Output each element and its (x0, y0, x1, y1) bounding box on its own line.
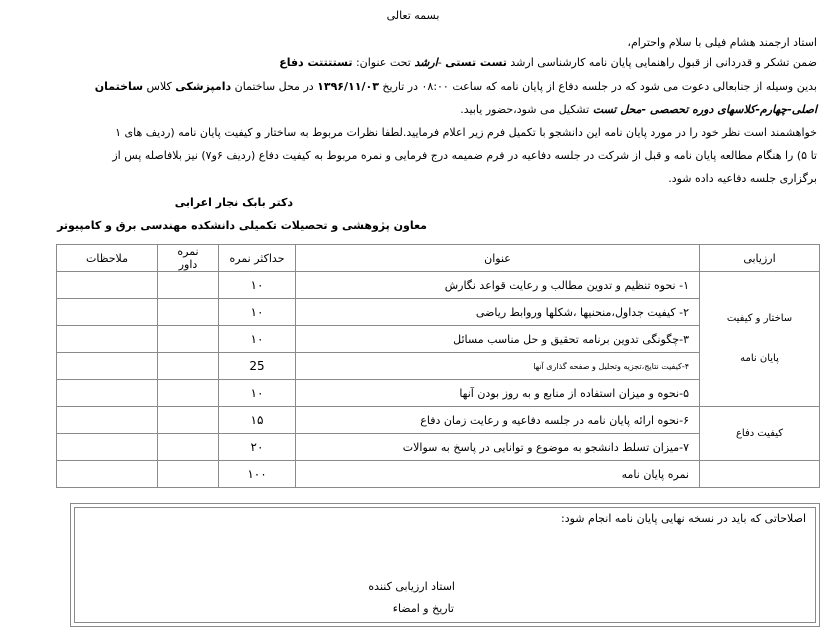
header-referee-score: نمره داور (158, 245, 219, 272)
total-referee-score-cell[interactable] (158, 461, 219, 488)
notes-cell[interactable] (57, 326, 158, 353)
table-row (57, 272, 820, 299)
building-name: دامپزشکی (175, 80, 232, 93)
letter-line-2: بدین وسیله از جنابعالی دعوت می شود که در جلسه دفاع از پایان نامه که ساعت ۰۸:۰۰ در تاریخ ۱۳۹۶/۱۱/۰۳ در محل ساختمان دامپزشکی کلاس ساختمان (94, 80, 817, 93)
row-title: ۲- کیفیت جداول،منحنیها ،شکلها وروابط ریاضی (296, 299, 700, 326)
row-max-score: ۱۰ (219, 299, 296, 326)
table-row (57, 407, 820, 434)
row-title: ۶-نحوه ارائه پایان نامه در جلسه دفاعیه و رعایت زمان دفاع (296, 407, 700, 434)
signatory-name: دکتر بابک نجار اعرابی (174, 196, 293, 209)
header-title: عنوان (296, 245, 700, 272)
student-name: تست تستی (445, 56, 507, 69)
letter-line-3: اصلی-چهارم-کلاسهای دوره تحصصی -محل تست تشکیل می شود،حضور یابید. (460, 103, 817, 116)
row-title: ۳-چگونگی تدوین برنامه تحقیق و حل مناسب مسائل (296, 326, 700, 353)
date-signature-label: تاریخ و امضاء (392, 602, 454, 615)
notes-cell[interactable] (57, 380, 158, 407)
header-notes: ملاحظات (57, 245, 158, 272)
signatory-title: معاون پژوهشی و تحصیلات تکمیلی دانشکده مهندسی برق و کامپیوتر (57, 219, 427, 232)
referee-score-cell[interactable] (158, 272, 219, 299)
row-title: ۷-میزان تسلط دانشجو به موضوع و توانایی در پاسخ به سوالات (296, 434, 700, 461)
row-max-score: ۱۰ (219, 326, 296, 353)
notes-cell[interactable] (57, 353, 158, 380)
letter-line-5: تا ۵) را هنگام مطالعه پایان نامه و قبل از شرکت در جلسه دفاعیه در فرم ضمیمه درج فرمایی و نمره مربوط به کیفیت دفاع (ردیف ۶و۷) نیز بلافاصله پس از (112, 149, 817, 162)
row-title: ۵-نحوه و میزان استفاده از منابع و به روز بودن آنها (296, 380, 700, 407)
referee-score-cell[interactable] (158, 299, 219, 326)
category-structure: ساختار و کیفیت پایان نامه (700, 272, 820, 407)
degree: ارشد (414, 56, 438, 69)
referee-score-cell[interactable] (158, 326, 219, 353)
row-title: ۴-کیفیت نتایج،تجزیه وتحلیل و صفحه گذاری آنها (296, 353, 700, 380)
row-max-score: ۱۵ (219, 407, 296, 434)
notes-cell[interactable] (57, 299, 158, 326)
notes-cell[interactable] (57, 407, 158, 434)
thesis-title: تستتتتت دفاع (279, 56, 353, 69)
letter-line-4: خواهشمند است نظر خود را در مورد پایان نامه این دانشجو با تکمیل فرم زیر اعلام فرمایید.لطفا نظرات مربوط به ساختار و کیفیت پایان نامه (ردیف های ۱ (115, 126, 817, 139)
referee-score-cell[interactable] (158, 434, 219, 461)
row-max-score: ۱۰ (219, 272, 296, 299)
referee-score-cell[interactable] (158, 380, 219, 407)
notes-cell[interactable] (57, 434, 158, 461)
category-defense: کیفیت دفاع (700, 407, 820, 461)
header-max-score: حداکثر نمره (219, 245, 296, 272)
header-evaluation: ارزیابی (700, 245, 820, 272)
defense-date: ۱۳۹۶/۱۱/۰۳ (317, 80, 379, 93)
notes-cell[interactable] (57, 272, 158, 299)
row-max-score: 25 (219, 353, 296, 380)
corrections-label: اصلاحاتی که باید در نسخه نهایی پایان نامه انجام شود: (561, 512, 806, 525)
total-row (57, 461, 820, 488)
total-notes-cell[interactable] (57, 461, 158, 488)
row-title: ۱- نحوه تنظیم و تدوین مطالب و رعایت قواعد نگارش (296, 272, 700, 299)
letter-line-1: ضمن تشکر و قدردانی از قبول راهنمایی پایان نامه کارشناسی ارشد تست تستی -ارشد تحت عنوان: تستتتتت دفاع (279, 56, 817, 69)
row-max-score: ۱۰ (219, 380, 296, 407)
total-max-score: ۱۰۰ (219, 461, 296, 488)
total-empty-cell (700, 461, 820, 488)
referee-score-cell[interactable] (158, 407, 219, 434)
total-label: نمره پایان نامه (296, 461, 700, 488)
referee-score-cell[interactable] (158, 353, 219, 380)
basmala: بسمه تعالی (386, 9, 440, 22)
class-name: ساختمان (94, 80, 144, 93)
letter-line-6: برگزاری جلسه دفاعیه داده شود. (668, 172, 817, 185)
evaluator-label: استاد ارزیابی کننده (368, 580, 455, 593)
table-header-row (57, 245, 820, 272)
salutation: استاد ارجمند هشام فیلی با سلام واحترام، (627, 36, 817, 49)
row-max-score: ۲۰ (219, 434, 296, 461)
evaluation-table (56, 244, 820, 488)
room-name: اصلی-چهارم-کلاسهای دوره تحصصی -محل تست (592, 103, 817, 116)
